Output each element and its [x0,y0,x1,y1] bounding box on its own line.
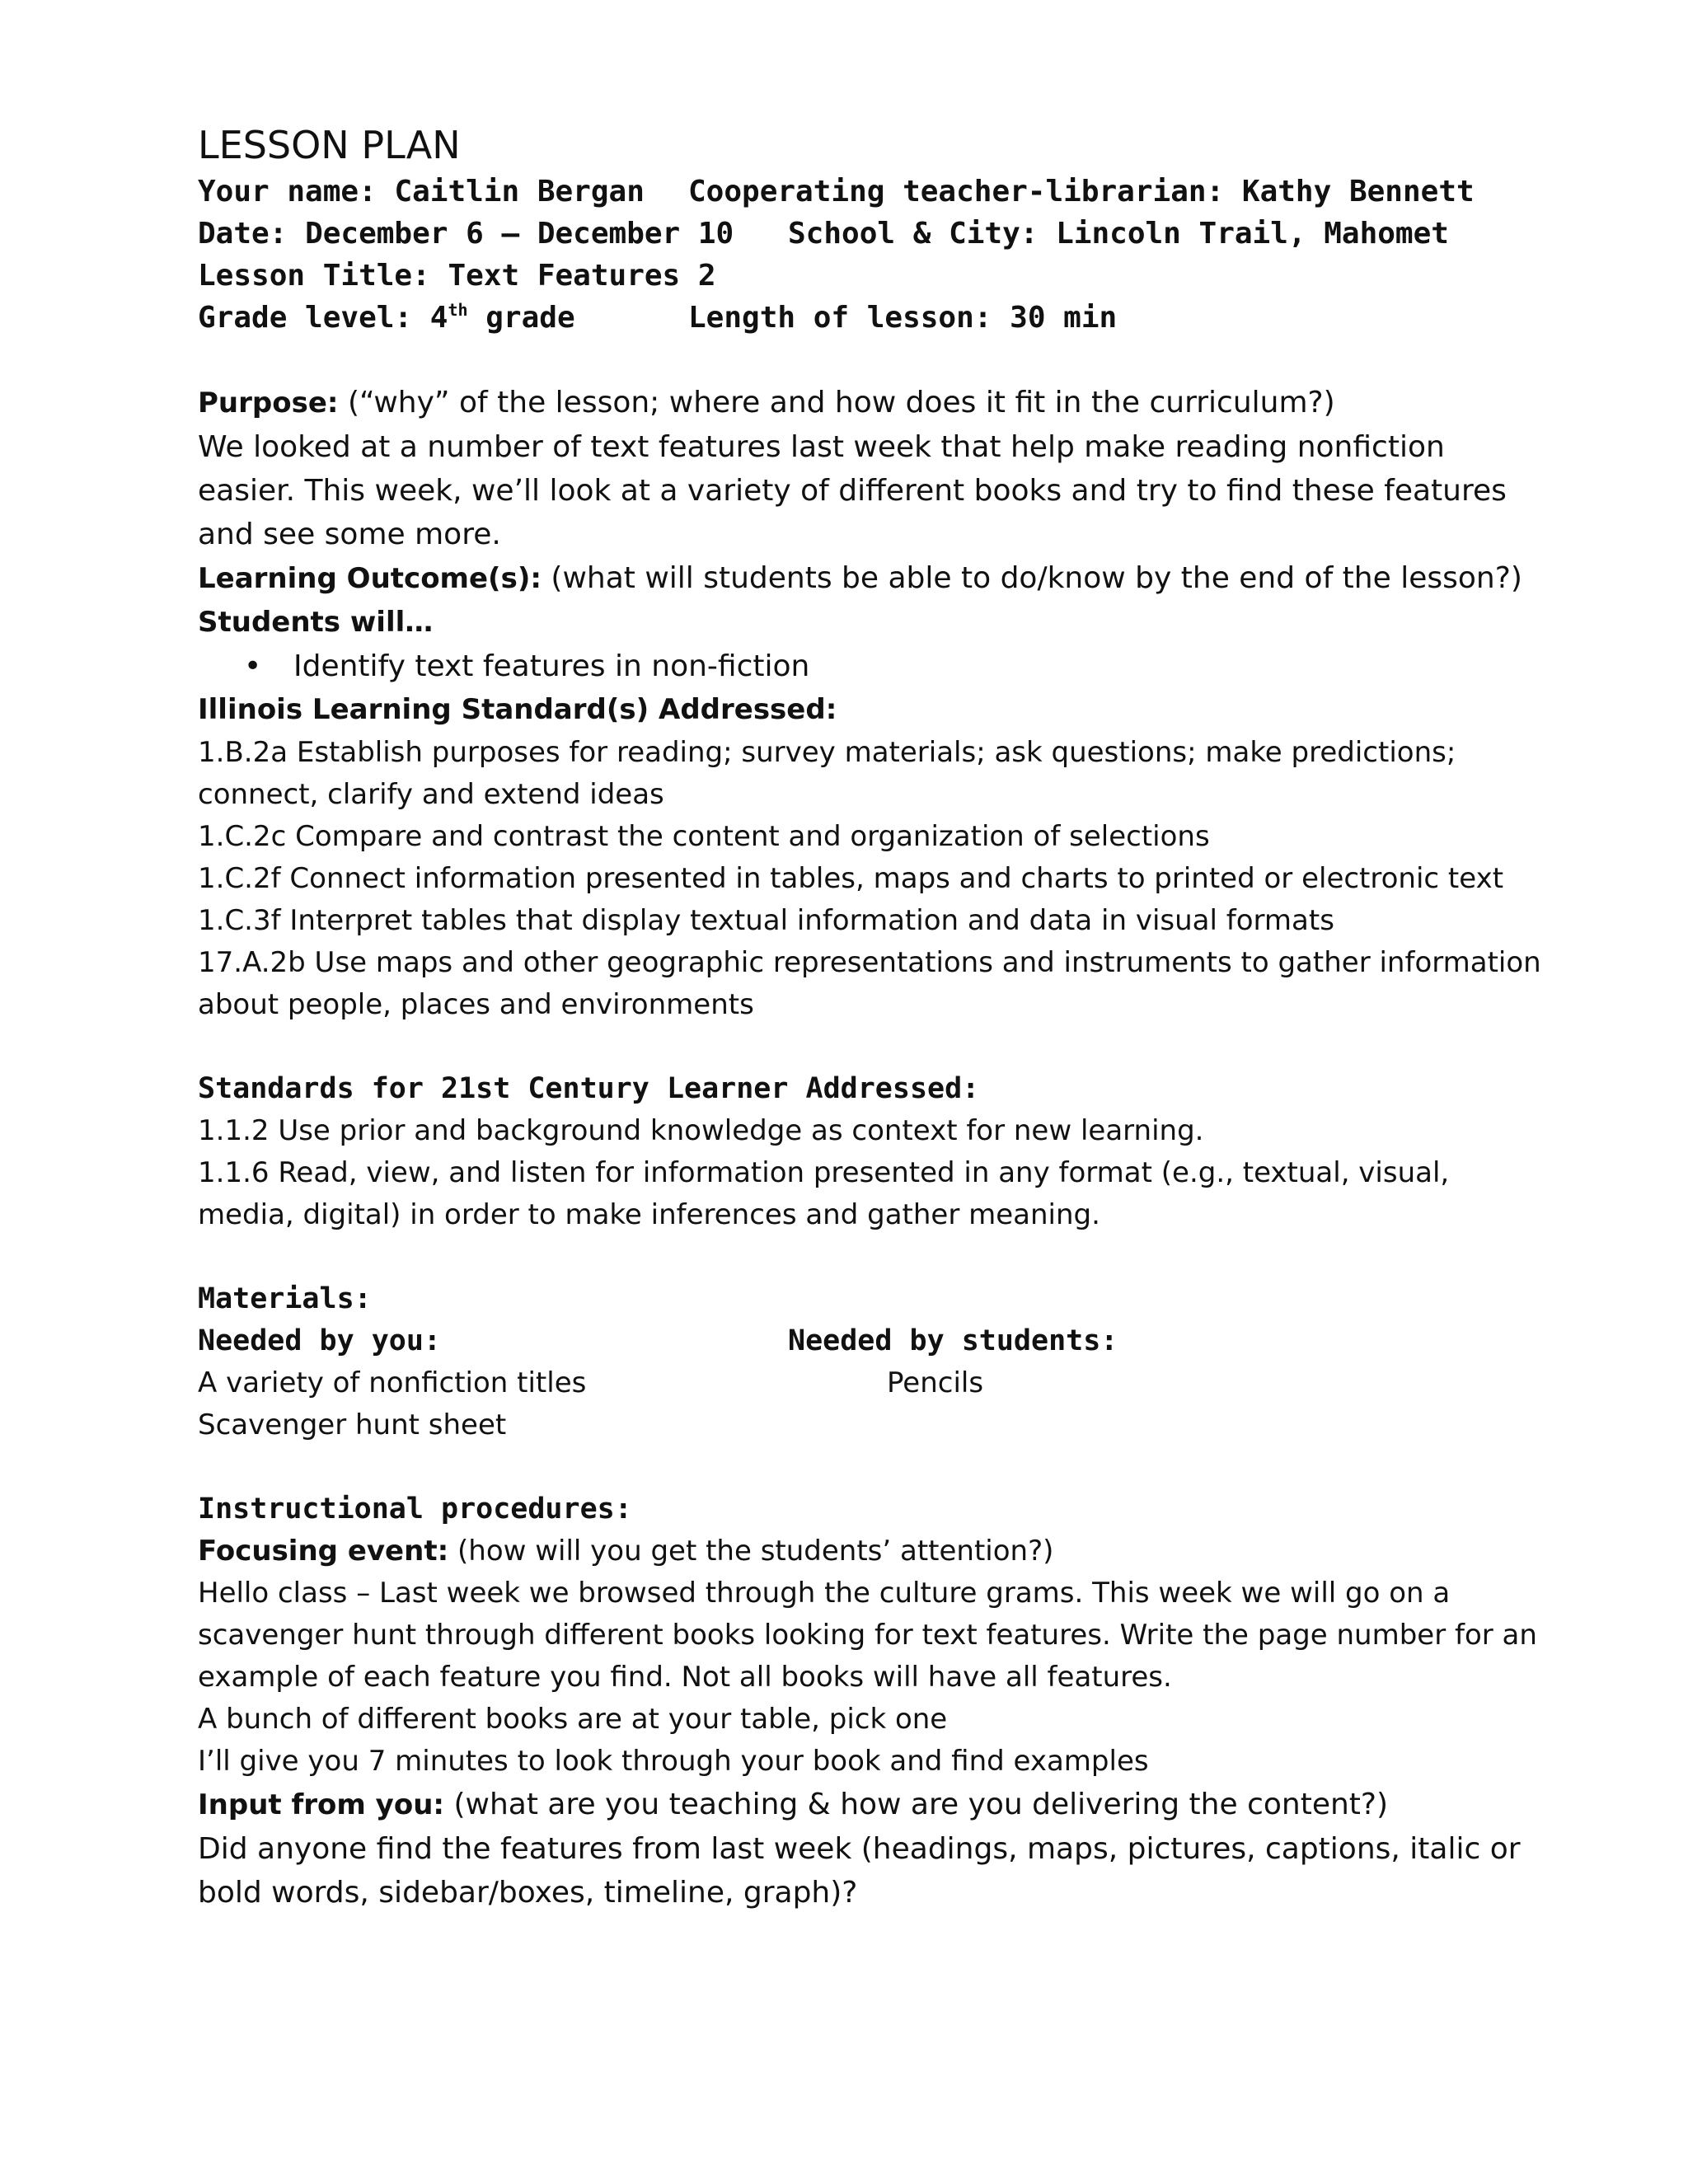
lesson-title-value: Text Features 2 [448,259,716,293]
coop-teacher [688,171,1475,213]
material-you-item: A variety of nonfiction titles [198,1366,587,1399]
date-label: Date: [198,217,288,251]
focusing-event-text: Hello class – Last week we browsed through the culture grams. This week we will go on a scavenger hunt through different books looking for text features. Write the page number for an example of each feature you find. Not all books will have all features. [198,1577,1537,1694]
grade-label: Grade level: [198,301,413,335]
outcomes-heading [198,556,1550,601]
standard21-item-2: 1.1.6 Read, view, and listen for information presented in any format (e.g., textual, visual, media, digital) in order to make inferences and gather meaning. [198,1156,1450,1231]
procedures-heading: Instructional procedures: [198,1493,632,1526]
materials-row-1 [198,1362,1550,1404]
grade-word: grade [485,301,575,335]
illinois-standard-3: 1.C.2f Connect information presented in tables, maps and charts to printed or electronic text [198,862,1504,895]
purpose-text: We looked at a number of text features last week that help make reading nonfiction easier. This week, we’ll look at a variety of different books and try to find these features and see some more. [198,430,1507,551]
materials-row-2 [198,1404,1550,1446]
outcome-item: • Identify text features in non-fiction [293,644,1550,688]
focusing-event-prompt: (how will you get the students’ attention?) [457,1535,1054,1568]
focusing-event-heading [198,1530,1550,1572]
materials-heading: Materials: [198,1282,372,1315]
input-text: Did anyone find the features from last week (headings, maps, pictures, captions, italic or bold words, sidebar/boxes, timeline, graph)? [198,1832,1521,1910]
needed-by-you-heading: Needed by you: [198,1324,442,1357]
purpose-prompt: (“why” of the lesson; where and how does it fit in the curriculum?) [347,386,1335,419]
lesson-length [688,297,1117,339]
illinois-standard-4: 1.C.3f Interpret tables that display textual information and data in visual formats [198,904,1334,937]
material-student-item: Pencils [887,1366,984,1399]
school-label: School & City: [788,217,1039,251]
standards21-heading: Standards for 21st Century Learner Addressed: [198,1072,980,1105]
header-row-2 [198,213,1550,255]
length-value: 30 min [1010,301,1118,335]
coop-label: Cooperating teacher-librarian: [688,175,1225,209]
focusing-event-line-2: A bunch of different books are at your table, pick one [198,1703,948,1736]
page-title: LESSON PLAN [198,123,461,167]
header-row-3 [198,255,1550,297]
illinois-standard-5: 17.A.2b Use maps and other geographic representations and instruments to gather information about people, places and environments [198,946,1541,1021]
header-row-1 [198,171,1550,213]
materials-headings-row [198,1320,1550,1362]
illinois-standard-2: 1.C.2c Compare and contrast the content and organization of selections [198,820,1210,853]
grade-number: 4 [429,301,448,335]
outcomes-label: Learning Outcome(s): [198,562,542,595]
needed-by-students-heading: Needed by students: [788,1324,1118,1357]
coop-value: Kathy Bennett [1241,175,1475,209]
header-row-4 [198,297,1550,339]
outcomes-list [198,644,1550,688]
input-prompt: (what are you teaching & how are you delivering the content?) [453,1788,1389,1821]
input-label: Input from you: [198,1788,444,1821]
your-name-value: Caitlin Bergan [394,175,645,209]
grade-suffix: th [448,300,468,320]
input-heading [198,1783,1550,1827]
illinois-standard-1: 1.B.2a Establish purposes for reading; survey materials; ask questions; make predictions; connect, clarify and extend ideas [198,736,1456,811]
lesson-plan-page [198,120,1550,1915]
outcomes-prompt: (what will students be able to do/know by the end of the lesson?) [551,561,1522,595]
focusing-event-line-3: I’ll give you 7 minutes to look through your book and find examples [198,1745,1149,1778]
length-label: Length of lesson: [688,301,992,335]
your-name-label: Your name: [198,175,377,209]
lesson-title-label: Lesson Title: [198,259,430,293]
purpose-heading [198,381,1550,425]
focusing-event-label: Focusing event: [198,1535,449,1568]
students-will: Students will… [198,606,434,639]
illinois-heading: Illinois Learning Standard(s) Addressed: [198,693,837,726]
date-value: December 6 – December 10 [305,217,734,251]
material-you-item: Scavenger hunt sheet [198,1408,507,1441]
purpose-label: Purpose: [198,387,339,419]
school-city [788,213,1449,255]
standard21-item-1: 1.1.2 Use prior and background knowledge as context for new learning. [198,1114,1204,1147]
school-value: Lincoln Trail, Mahomet [1056,217,1449,251]
